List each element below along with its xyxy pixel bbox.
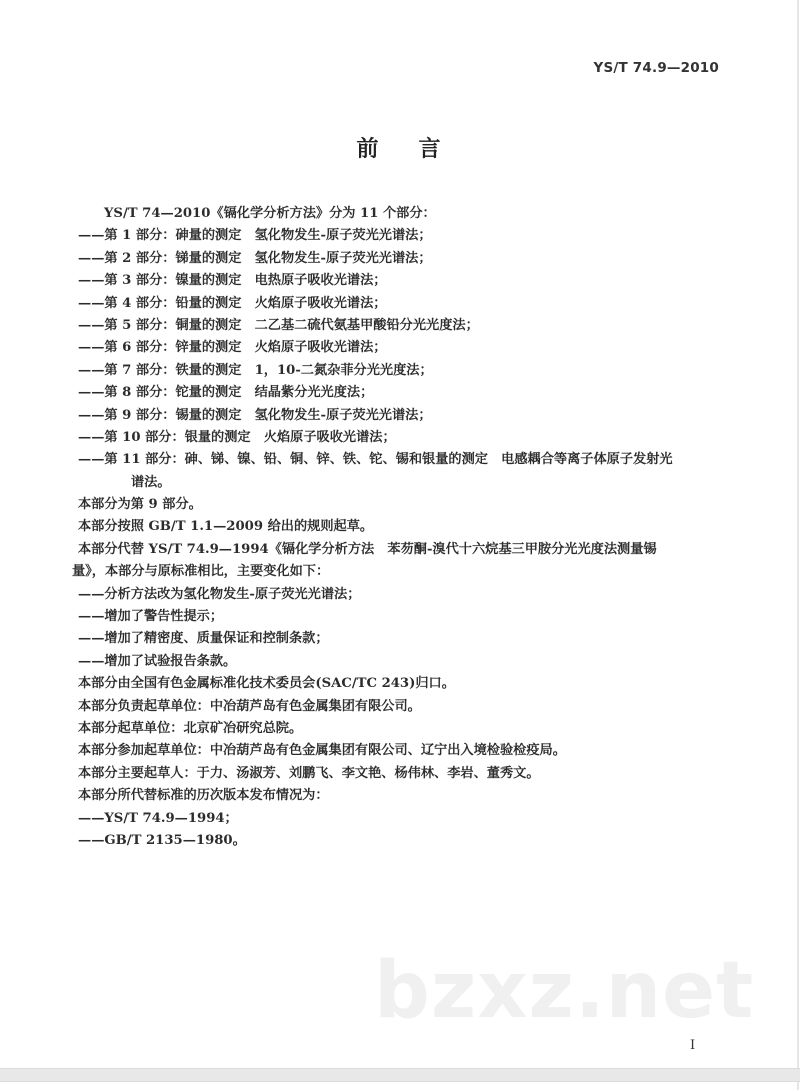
part-item-1: ——第 1 部分：砷量的测定 氢化物发生-原子荧光光谱法；: [78, 228, 432, 244]
history-intro-statement: 本部分所代替标准的历次版本发布情况为：: [78, 788, 329, 804]
next-page-edge: [0, 1082, 799, 1090]
part-item-8: ——第 8 部分：铊量的测定 结晶紫分光光度法；: [78, 385, 374, 401]
part-item-11: ——第 11 部分：砷、锑、镍、铅、铜、锌、铁、铊、锡和银量的测定 电感耦合等离子体原子发射光: [78, 452, 673, 468]
standard-code: YS/T 74.9—2010: [593, 60, 719, 76]
committee-statement: 本部分由全国有色金属标准化技术委员会(SAC/TC 243)归口。: [78, 676, 455, 692]
page-title: 前言: [356, 137, 481, 162]
page-number: I: [690, 1038, 696, 1053]
drafting-unit-statement: 本部分起草单位：北京矿冶研究总院。: [78, 720, 303, 736]
history-item-1: ——YS/T 74.9—1994；: [78, 810, 238, 826]
part-item-4: ——第 4 部分：铅量的测定 火焰原子吸收光谱法；: [78, 295, 387, 311]
this-part-statement: 本部分为第 9 部分。: [78, 497, 202, 513]
history-item-2: ——GB/T 2135—1980。: [78, 832, 246, 848]
page-separator: [0, 1068, 800, 1082]
replaces-statement-continued: 量》，本部分与原标准相比，主要变化如下：: [72, 564, 330, 580]
part-item-3: ——第 3 部分：镍量的测定 电热原子吸收光谱法；: [78, 273, 387, 289]
main-drafters-statement: 本部分主要起草人：于力、汤淑芳、刘鹏飞、李文艳、杨伟林、李岩、董秀文。: [78, 765, 540, 781]
part-item-9: ——第 9 部分：锡量的测定 氢化物发生-原子荧光光谱法；: [78, 407, 432, 423]
responsible-drafter-statement: 本部分负责起草单位：中冶葫芦岛有色金属集团有限公司。: [78, 698, 421, 714]
intro-text: YS/T 74—2010《镉化学分析方法》分为 11 个部分：: [104, 206, 436, 221]
drafting-rule-statement: 本部分按照 GB/T 1.1—2009 给出的规则起草。: [78, 519, 374, 535]
change-item-2: ——增加了警告性提示；: [78, 609, 224, 625]
part-item-11-continued: 谱法。: [131, 474, 171, 490]
part-item-2: ——第 2 部分：锑量的测定 氢化物发生-原子荧光光谱法；: [78, 250, 432, 266]
watermark-text: bzxz.net: [374, 946, 755, 1036]
foreword-body: [72, 203, 728, 852]
change-item-4: ——增加了试验报告条款。: [78, 653, 237, 669]
part-item-5: ——第 5 部分：铜量的测定 二乙基二硫代氨基甲酸铅分光光度法；: [78, 317, 479, 333]
part-item-10: ——第 10 部分：银量的测定 火焰原子吸收光谱法；: [78, 429, 396, 445]
replaces-statement: 本部分代替 YS/T 74.9—1994《镉化学分析方法 苯芴酮-溴代十六烷基三甲胺分光光度法测量锡: [78, 541, 657, 557]
part-item-6: ——第 6 部分：锌量的测定 火焰原子吸收光谱法；: [78, 340, 387, 356]
change-item-1: ——分析方法改为氢化物发生-原子荧光光谱法；: [78, 586, 361, 602]
change-item-3: ——增加了精密度、质量保证和控制条款；: [78, 631, 329, 647]
part-item-7: ——第 7 部分：铁量的测定 1，10-二氮杂菲分光光度法；: [78, 362, 433, 378]
participating-units-statement: 本部分参加起草单位：中冶葫芦岛有色金属集团有限公司、辽宁出入境检验检疫局。: [78, 743, 566, 759]
